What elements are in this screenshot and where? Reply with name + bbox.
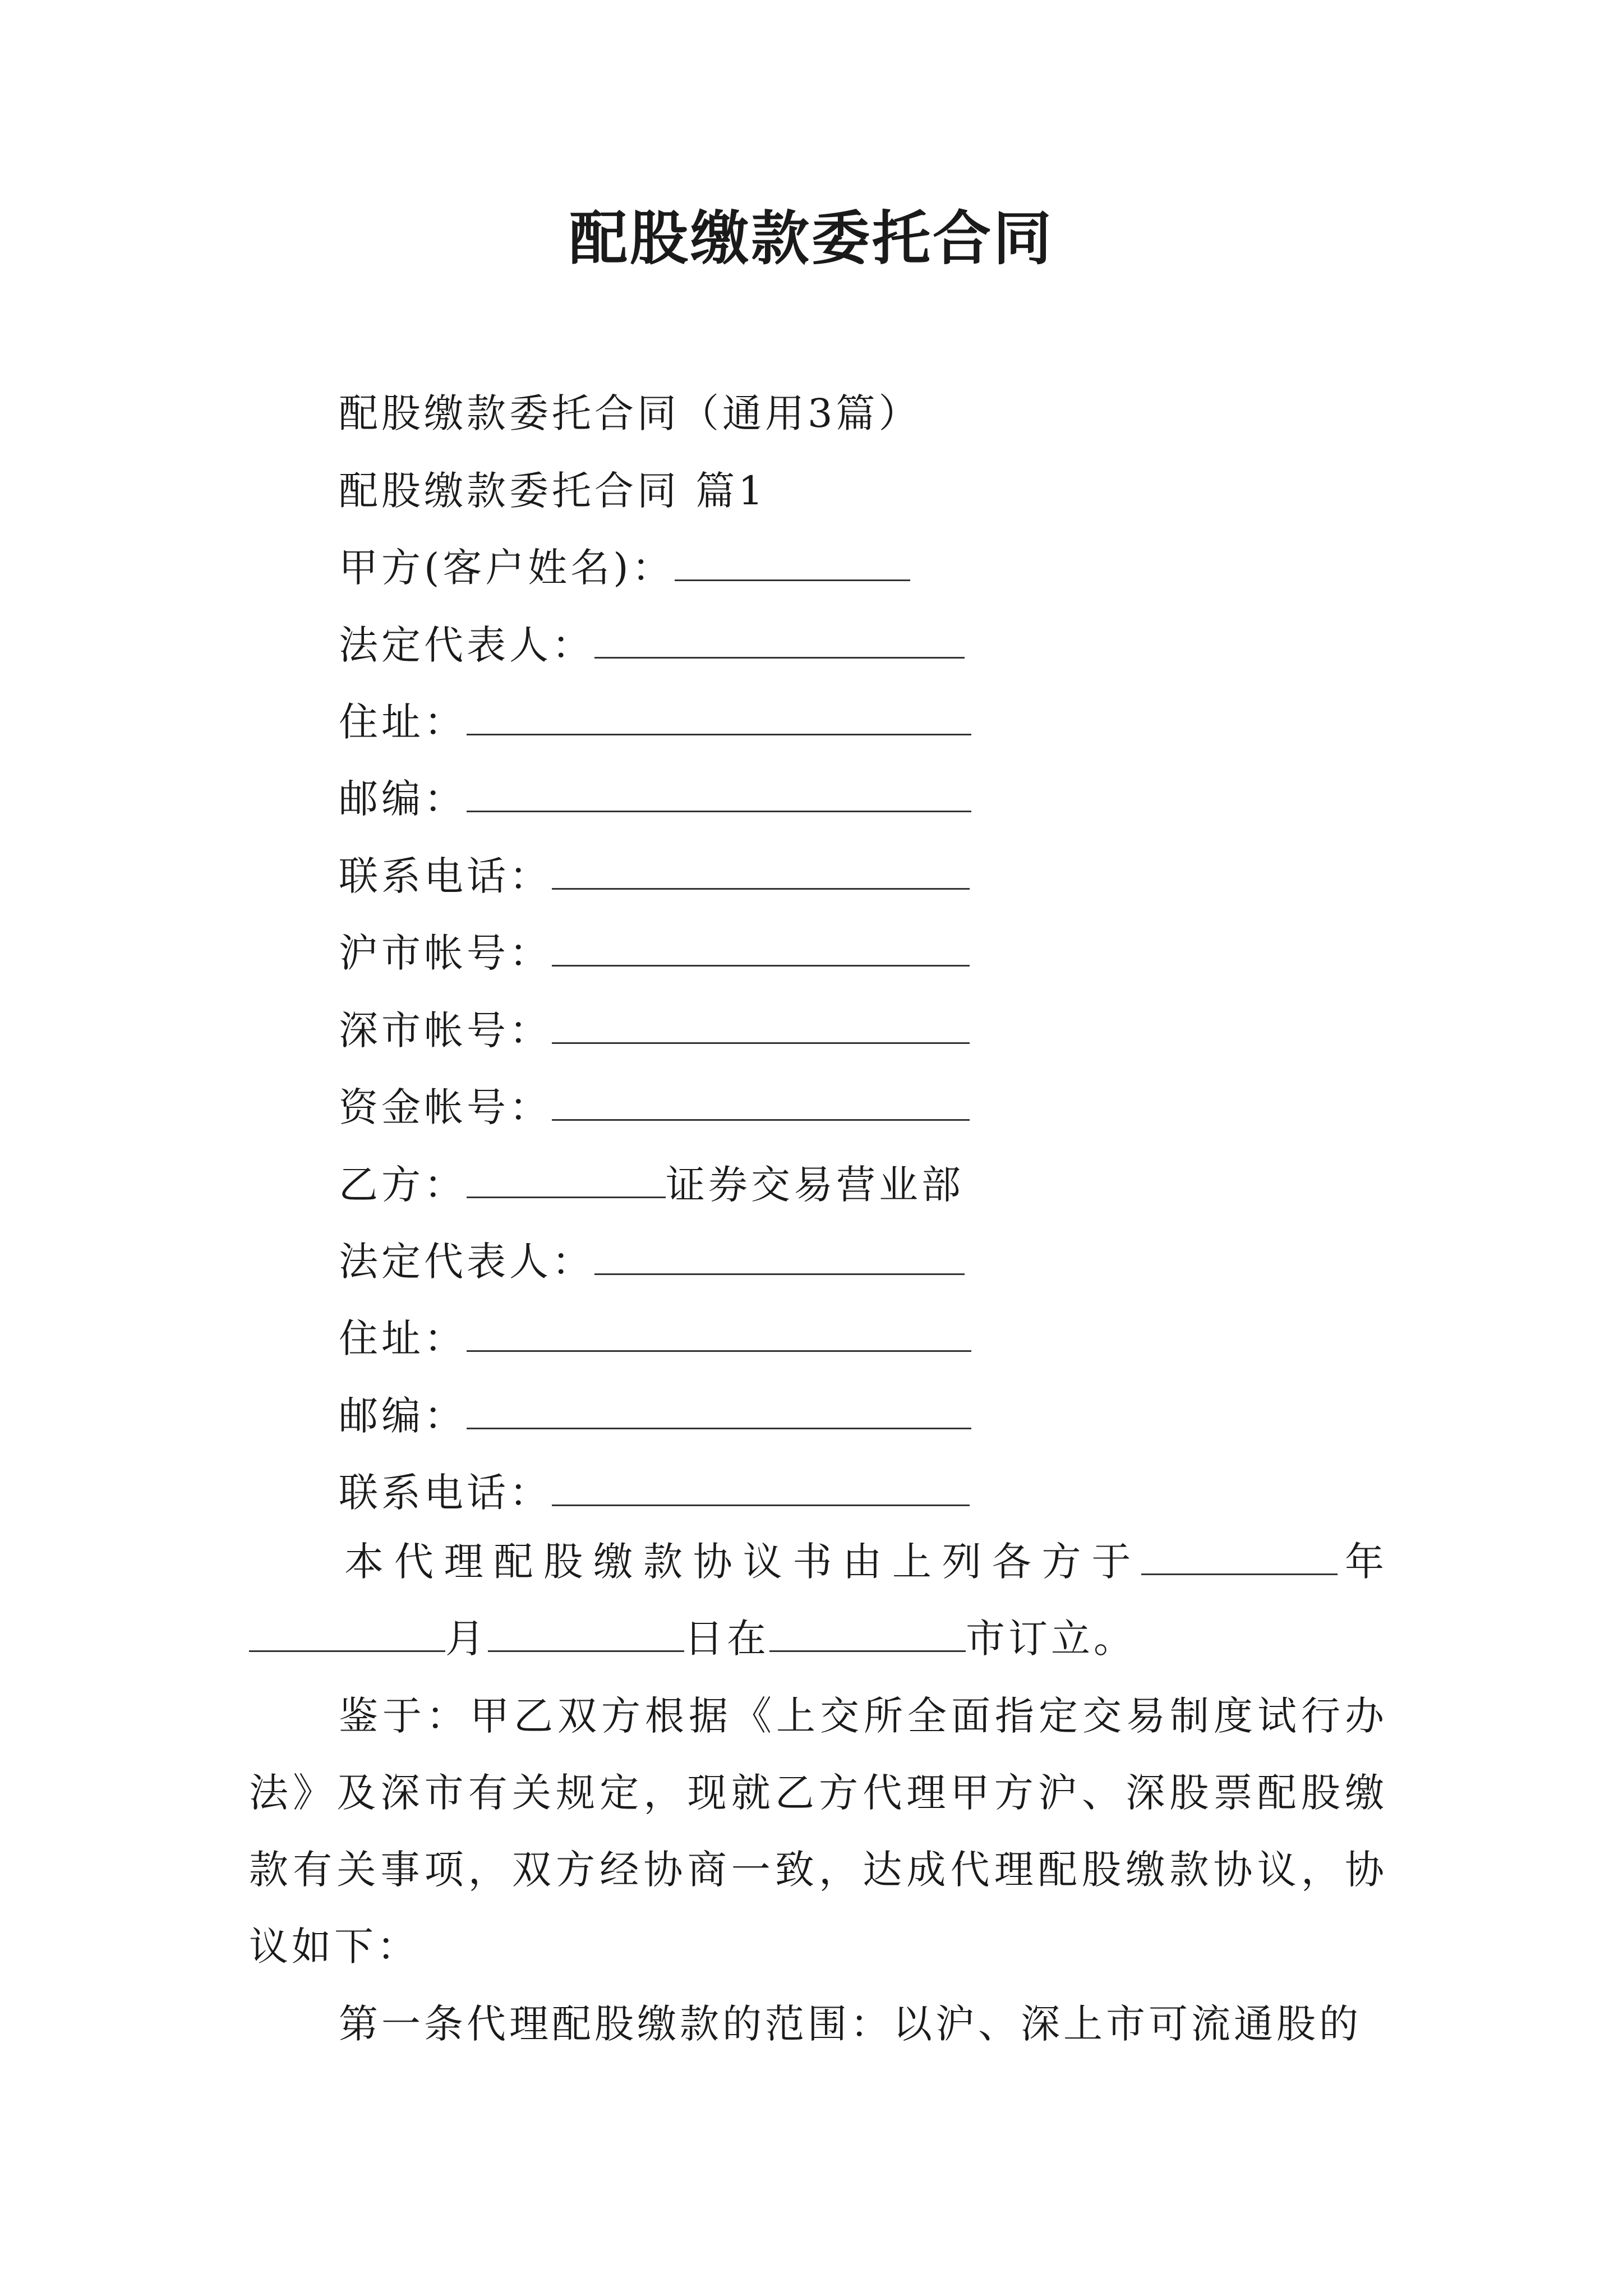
article-one-paragraph: 第一条代理配股缴款的范围：以沪、深上市可流通股的 xyxy=(339,2001,1362,2047)
party-a-postcode-row xyxy=(339,768,971,830)
party-a-sh-account-label: 沪市帐号： xyxy=(339,930,552,976)
year-blank xyxy=(1141,1541,1338,1575)
party-a-address-blank xyxy=(467,701,971,735)
party-b-postcode-blank xyxy=(467,1395,971,1429)
party-a-address-row xyxy=(339,691,971,753)
party-a-sh-account-row xyxy=(339,922,970,984)
day-blank xyxy=(488,1618,684,1652)
document-title: 配股缴款委托合同 xyxy=(569,204,1054,273)
party-a-name-label: 甲方(客户姓名)： xyxy=(339,545,675,591)
party-b-legal-rep-blank xyxy=(594,1241,965,1275)
party-b-name-label: 乙方： xyxy=(339,1162,467,1208)
month-label: 月 xyxy=(445,1616,488,1662)
agreement-date-prefix: 本代理配股缴款协议书由上列各方于 xyxy=(344,1539,1142,1585)
party-b-phone-row xyxy=(339,1462,970,1524)
party-b-phone-blank xyxy=(552,1472,970,1506)
party-a-postcode-label: 邮编： xyxy=(339,776,467,822)
party-b-legal-rep-row xyxy=(339,1231,965,1292)
party-a-legal-rep-blank xyxy=(594,624,965,659)
party-a-postcode-blank xyxy=(467,778,971,812)
city-blank xyxy=(769,1618,966,1652)
party-a-sh-account-blank xyxy=(552,932,970,967)
party-a-fund-account-blank xyxy=(552,1087,970,1121)
party-a-fund-account-label: 资金帐号： xyxy=(339,1084,552,1130)
party-b-address-row xyxy=(339,1308,971,1369)
agreement-date-paragraph xyxy=(249,1524,1387,1677)
party-b-name-blank xyxy=(467,1164,666,1198)
recital-paragraph: 鉴于：甲乙双方根据《上交所全面指定交易制度试行办法》及深市有关规定，现就乙方代理甲方沪、深股票配股缴款有关事项，双方经协商一致，达成代理配股缴款协议，协议如下： xyxy=(249,1693,1387,1970)
party-a-name-row xyxy=(339,537,910,599)
party-a-sz-account-row xyxy=(339,1000,970,1061)
year-label: 年 xyxy=(1338,1539,1388,1585)
party-a-sz-account-blank xyxy=(552,1010,970,1044)
party-a-phone-label: 联系电话： xyxy=(339,853,552,899)
party-a-phone-row xyxy=(339,845,970,907)
party-a-sz-account-label: 深市帐号： xyxy=(339,1007,552,1053)
party-a-fund-account-row xyxy=(339,1076,970,1138)
party-a-phone-blank xyxy=(552,855,970,890)
city-label: 市订立。 xyxy=(966,1616,1136,1662)
section-heading: 配股缴款委托合同 篇1 xyxy=(339,468,767,514)
party-b-postcode-row xyxy=(339,1385,971,1447)
party-b-address-label: 住址： xyxy=(339,1315,467,1361)
party-b-address-blank xyxy=(467,1318,971,1352)
party-b-name-suffix: 证券交易营业部 xyxy=(666,1162,964,1208)
party-b-postcode-label: 邮编： xyxy=(339,1393,467,1439)
party-a-name-blank xyxy=(675,547,910,581)
party-a-legal-rep-label: 法定代表人： xyxy=(339,622,594,668)
month-blank xyxy=(249,1618,445,1652)
party-a-address-label: 住址： xyxy=(339,699,467,745)
party-b-name-row xyxy=(339,1154,964,1216)
day-label: 日在 xyxy=(684,1616,769,1662)
party-b-legal-rep-label: 法定代表人： xyxy=(339,1239,594,1285)
document-subtitle: 配股缴款委托合同（通用3篇） xyxy=(339,390,921,436)
party-b-phone-label: 联系电话： xyxy=(339,1470,552,1516)
party-a-legal-rep-row xyxy=(339,614,965,676)
